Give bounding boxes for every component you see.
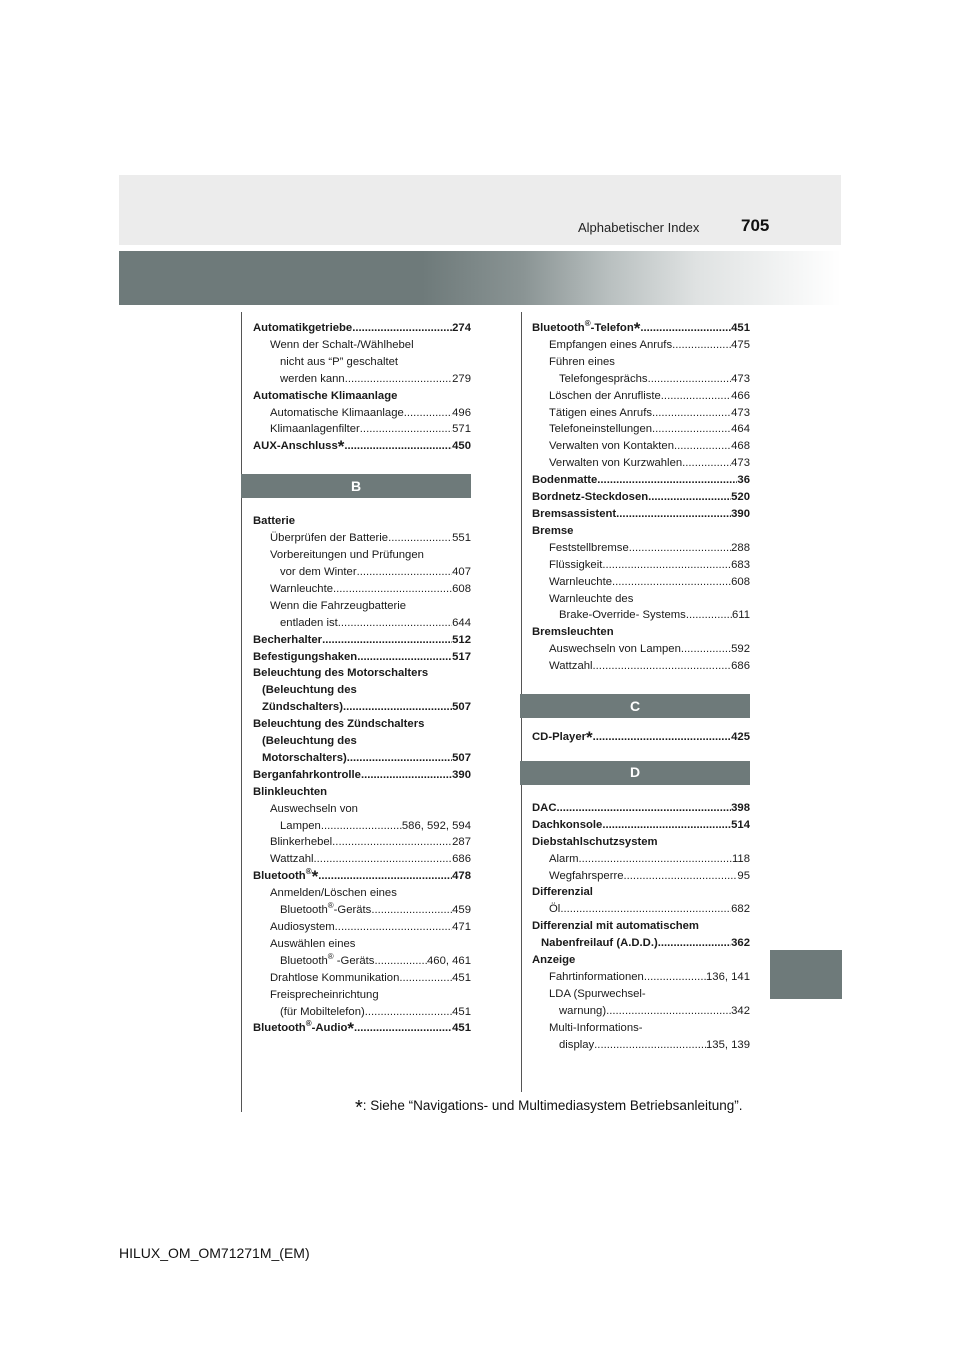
index-entry: Bodenmatte ..... 36 — [532, 472, 750, 489]
index-entry: Bremse — [532, 524, 574, 537]
index-entry: Automatikgetriebe ..... 274 — [253, 320, 471, 337]
header-gradient-band — [119, 251, 841, 305]
thumb-index-tab — [770, 950, 842, 999]
index-subentry: Wenn die Fahrzeugbatterie — [270, 599, 407, 612]
index-subentry: (für Mobiltelefon) ..... 451 — [253, 1004, 471, 1021]
header-bar — [119, 175, 841, 245]
index-entry: Bluetooth®* ..... 478 — [253, 868, 471, 885]
index-entry-continued: Zündschalters) ..... 507 — [253, 699, 471, 716]
index-subentry: Klimaanlagenfilter ..... 571 — [253, 421, 471, 438]
index-subentry: Telefongesprächs ..... 473 — [532, 371, 750, 388]
footnote-mark: * — [355, 1097, 363, 1119]
index-subentry: Verwalten von Kontakten ..... 468 — [532, 438, 750, 455]
index-subentry: Audiosystem ..... 471 — [253, 919, 471, 936]
index-subentry: Freisprecheinrichtung — [270, 988, 379, 1001]
index-subentry: Löschen der Anrufliste ..... 466 — [532, 388, 750, 405]
footnote-mark: * — [586, 728, 593, 748]
letter-heading-d: D — [520, 761, 750, 785]
index-subentry: Warnleuchte ..... 608 — [253, 581, 471, 598]
letter-heading-c: C — [520, 694, 750, 718]
index-subentry: Flüssigkeit ..... 683 — [532, 557, 750, 574]
index-subentry: vor dem Winter ..... 407 — [253, 564, 471, 581]
index-entry: AUX-Anschluss* ..... 450 — [253, 438, 471, 455]
index-subentry: Feststellbremse ..... 288 — [532, 540, 750, 557]
index-entry: Differenzial mit automatischem — [532, 920, 699, 933]
index-subentry: entladen ist ..... 644 — [253, 615, 471, 632]
index-subentry: nicht aus “P” geschaltet — [280, 355, 399, 368]
index-entry: Anzeige — [532, 954, 576, 967]
footnote-mark: * — [311, 867, 319, 887]
index-subentry: Alarm ..... 118 — [532, 851, 750, 868]
index-subentry: Brake-Override- Systems ..... 611 — [532, 607, 750, 624]
letter-heading-b: B — [241, 474, 471, 498]
index-subentry: Bluetooth® -Geräts ..... 460, 461 — [253, 953, 471, 970]
index-entry: Automatische Klimaanlage — [253, 389, 398, 402]
left-margin-rule — [241, 312, 242, 1112]
index-subentry: Auswechseln von Lampen ..... 592 — [532, 641, 750, 658]
index-subentry: Vorbereitungen und Prüfungen — [270, 549, 424, 562]
index-subentry: Blinkerhebel ..... 287 — [253, 834, 471, 851]
index-subentry: Lampen ..... 586, 592, 594 — [253, 818, 471, 835]
index-subentry: Überprüfen der Batterie ..... 551 — [253, 530, 471, 547]
footnote-mark: * — [337, 437, 345, 457]
footnote-mark: * — [633, 319, 641, 338]
index-subentry: Empfangen eines Anrufs ..... 475 — [532, 337, 750, 354]
index-entry: Blinkleuchten — [253, 785, 328, 798]
index-subentry: Wegfahrsperre ..... 95 — [532, 868, 750, 885]
index-entry: Becherhalter ..... 512 — [253, 632, 471, 649]
index-subentry: Telefoneinstellungen ..... 464 — [532, 421, 750, 438]
index-column-right — [532, 320, 750, 1054]
index-entry: Batterie — [253, 515, 296, 528]
index-entry-continued: Motorschalters) ..... 507 — [253, 750, 471, 767]
index-entry: Bordnetz-Steckdosen ..... 520 — [532, 489, 750, 506]
index-subentry: werden kann ..... 279 — [253, 371, 471, 388]
index-entry-continued: (Beleuchtung des — [262, 684, 357, 697]
index-subentry: Auswechseln von — [270, 802, 358, 815]
index-entry: Dachkonsole ..... 514 — [532, 817, 750, 834]
index-subentry: Bluetooth®-Geräts ..... 459 — [253, 902, 471, 919]
index-entry: Bremsleuchten — [532, 626, 614, 639]
index-entry: Bluetooth®-Audio* ..... 451 — [253, 1020, 471, 1037]
page-number: 705 — [741, 216, 770, 235]
index-entry: CD-Player* ..... 425 — [532, 729, 750, 746]
index-column-left — [253, 320, 471, 1037]
index-subentry: Tätigen eines Anrufs ..... 473 — [532, 405, 750, 422]
index-subentry: Fahrtinformationen ..... 136, 141 — [532, 969, 750, 986]
index-entry-continued: (Beleuchtung des — [262, 735, 357, 748]
index-subentry: Warnleuchte ..... 608 — [532, 574, 750, 591]
index-subentry: Wattzahl ..... 686 — [253, 851, 471, 868]
document-code: HILUX_OM_OM71271M_(EM) — [119, 1245, 310, 1261]
index-subentry: Auswählen eines — [270, 937, 356, 950]
index-subentry: Automatische Klimaanlage ..... 496 — [253, 405, 471, 422]
index-entry: Bluetooth®-Telefon* ..... 451 — [532, 320, 750, 337]
index-entry: DAC ..... 398 — [532, 800, 750, 817]
index-entry: Beleuchtung des Zündschalters — [253, 718, 425, 731]
footnote: *: Siehe “Navigations- und Multimediasystem Betriebsanleitung”. — [355, 1097, 743, 1119]
index-entry: Berganfahrkontrolle ..... 390 — [253, 767, 471, 784]
index-entry: Befestigungshaken ..... 517 — [253, 649, 471, 666]
index-subentry: LDA (Spurwechsel- — [549, 987, 646, 1000]
index-subentry: Verwalten von Kurzwahlen ..... 473 — [532, 455, 750, 472]
index-subentry: Führen eines — [549, 355, 615, 368]
index-subentry: Multi-Informations- — [549, 1021, 643, 1034]
index-entry: Bremsassistent ..... 390 — [532, 506, 750, 523]
index-subentry: Wenn der Schalt-/Wählhebel — [270, 338, 414, 351]
index-subentry: Öl ..... 682 — [532, 901, 750, 918]
index-subentry: Wattzahl ..... 686 — [532, 658, 750, 675]
footnote-mark: * — [347, 1019, 355, 1039]
index-subentry: display ..... 135, 139 — [532, 1037, 750, 1054]
index-entry: Differenzial — [532, 886, 593, 899]
section-title: Alphabetischer Index — [578, 220, 700, 235]
index-subentry: Anmelden/Löschen eines — [270, 887, 397, 900]
index-subentry: warnung) ..... 342 — [532, 1003, 750, 1020]
index-entry: Beleuchtung des Motorschalters — [253, 667, 429, 680]
index-entry: Diebstahlschutzsystem — [532, 835, 658, 848]
index-entry-continued: Nabenfreilauf (A.D.D.) ..... 362 — [532, 935, 750, 952]
index-subentry: Warnleuchte des — [549, 592, 634, 605]
index-subentry: Drahtlose Kommunikation ..... 451 — [253, 970, 471, 987]
